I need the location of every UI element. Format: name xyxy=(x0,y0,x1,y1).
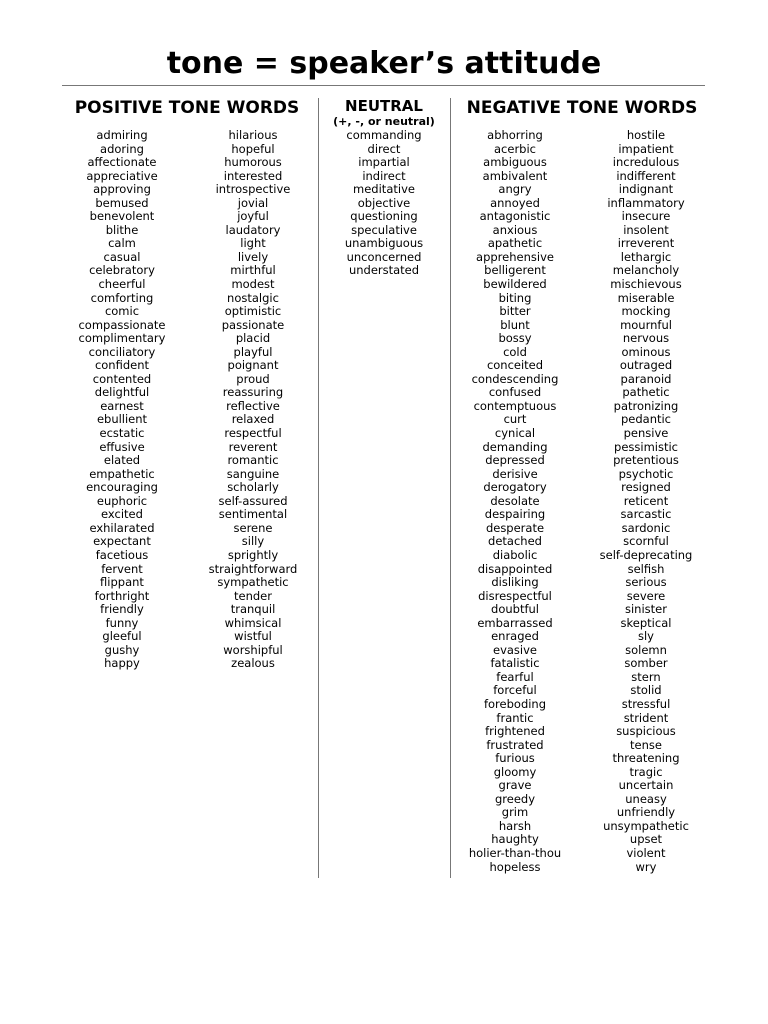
tone-word: unambiguous xyxy=(344,236,424,251)
tone-word: haughty xyxy=(491,832,539,847)
tone-word: optimistic xyxy=(224,304,282,319)
tone-word: indirect xyxy=(362,168,406,183)
negative-heading: NEGATIVE TONE WORDS xyxy=(466,98,698,118)
tone-word: reverent xyxy=(228,439,278,454)
tone-word: resigned xyxy=(621,480,671,495)
tone-word: reassuring xyxy=(222,385,284,400)
tone-word: self-deprecating xyxy=(599,547,693,562)
tone-word: facetious xyxy=(95,547,149,562)
tone-word: abhorring xyxy=(487,128,543,142)
tone-word: fervent xyxy=(101,561,143,576)
tone-word: contemptuous xyxy=(473,398,557,413)
tone-word: placid xyxy=(235,331,271,346)
tone-word: introspective xyxy=(215,182,291,197)
tone-word: understated xyxy=(348,263,420,278)
tone-word: antagonistic xyxy=(479,209,551,224)
column-divider-right xyxy=(450,98,451,878)
tone-word: pessimistic xyxy=(614,439,678,454)
tone-word: ebullient xyxy=(96,412,148,427)
tone-word: ominous xyxy=(621,344,671,359)
tone-word: reticent xyxy=(623,493,669,508)
tone-word: tense xyxy=(630,737,662,752)
tone-word: tender xyxy=(234,588,272,603)
tone-word: blithe xyxy=(105,222,139,237)
tone-word: joyful xyxy=(237,209,269,224)
tone-word: excited xyxy=(101,507,143,522)
tone-word: romantic xyxy=(227,453,279,468)
tone-word: disliking xyxy=(491,575,539,590)
tone-word: severe xyxy=(626,588,666,603)
tone-word: patronizing xyxy=(613,398,679,413)
tone-word: pedantic xyxy=(620,412,672,427)
tone-word: modest xyxy=(231,277,275,292)
tone-word: insecure xyxy=(621,209,671,224)
tone-word: serious xyxy=(625,575,667,590)
tone-word: miserable xyxy=(617,290,675,305)
tone-word: stern xyxy=(631,669,661,684)
neutral-words-column xyxy=(320,129,448,278)
tone-word: appreciative xyxy=(86,168,158,183)
tone-word: enraged xyxy=(491,629,539,644)
tone-word: forceful xyxy=(493,683,537,698)
tone-word: sentimental xyxy=(218,507,288,522)
negative-words-column-1 xyxy=(452,129,578,874)
tone-word: speculative xyxy=(351,222,417,237)
neutral-heading: NEUTRAL xyxy=(345,97,423,115)
tone-word: evasive xyxy=(493,642,537,657)
tone-word: impartial xyxy=(358,155,410,170)
tone-word: belligerent xyxy=(484,263,546,278)
tone-word: holier-than-thou xyxy=(468,845,562,860)
tone-word: casual xyxy=(103,249,141,264)
tone-word: conceited xyxy=(486,358,544,373)
tone-word: confused xyxy=(488,385,542,400)
tone-word: confident xyxy=(94,358,150,373)
tone-word: unsympathetic xyxy=(603,818,689,833)
column-divider-left xyxy=(318,98,319,878)
tone-word: stolid xyxy=(630,683,662,698)
tone-word: nostalgic xyxy=(227,290,279,305)
tone-word: respectful xyxy=(224,426,282,441)
tone-word: playful xyxy=(233,344,273,359)
tone-word: derisive xyxy=(492,466,538,481)
tone-word: encouraging xyxy=(86,480,158,495)
tone-word: ecstatic xyxy=(99,426,145,441)
tone-word: fatalistic xyxy=(490,656,540,671)
tone-word: mirthful xyxy=(230,263,276,278)
tone-word: curt xyxy=(503,412,527,427)
tone-word: objective xyxy=(357,195,411,210)
tone-word: empathetic xyxy=(89,466,155,481)
tone-word: gleeful xyxy=(102,629,142,644)
tone-word: straightforward xyxy=(208,561,298,576)
tone-word: outraged xyxy=(619,358,673,373)
tone-word: ambiguous xyxy=(483,155,547,170)
tone-word: foreboding xyxy=(483,696,547,711)
tone-word: affectionate xyxy=(87,155,157,170)
tone-word: laudatory xyxy=(225,222,281,237)
tone-word: selfish xyxy=(627,561,665,576)
tone-word: comforting xyxy=(90,290,154,305)
tone-word: biting xyxy=(498,290,532,305)
tone-word: relaxed xyxy=(231,412,275,427)
tone-word: sarcastic xyxy=(620,507,672,522)
tone-word: jovial xyxy=(237,195,269,210)
tone-word: silly xyxy=(241,534,265,549)
tone-word: flippant xyxy=(100,575,144,590)
neutral-subheading: (+, -, or neutral) xyxy=(333,115,435,128)
tone-word: annoyed xyxy=(490,195,540,210)
tone-word: sanguine xyxy=(226,466,280,481)
tone-word: psychotic xyxy=(618,466,674,481)
tone-word: desperate xyxy=(485,520,545,535)
tone-word: paranoid xyxy=(620,371,672,386)
tone-word: insolent xyxy=(623,222,669,237)
tone-word: conciliatory xyxy=(88,344,156,359)
tone-word: acerbic xyxy=(494,141,536,156)
tone-word: interested xyxy=(223,168,283,183)
tone-word: bossy xyxy=(498,331,532,346)
positive-words-column-1 xyxy=(60,129,184,671)
tone-word: embarrassed xyxy=(477,615,553,630)
tone-word: poignant xyxy=(227,358,279,373)
tone-word: hopeless xyxy=(489,859,541,874)
tone-word: comic xyxy=(104,304,140,319)
tone-word: proud xyxy=(236,371,270,386)
tone-word: self-assured xyxy=(218,493,288,508)
tone-word: skeptical xyxy=(620,615,672,630)
tone-word: reflective xyxy=(226,398,280,413)
tone-word: cheerful xyxy=(98,277,146,292)
positive-heading: POSITIVE TONE WORDS xyxy=(74,98,300,118)
tone-word: disappointed xyxy=(477,561,553,576)
tone-word: earnest xyxy=(100,398,144,413)
tone-word: irreverent xyxy=(617,236,675,251)
tone-word: suspicious xyxy=(616,724,676,739)
tone-word: bemused xyxy=(95,195,149,210)
tone-word: whimsical xyxy=(224,615,282,630)
tone-word: hostile xyxy=(626,128,666,142)
tone-word: forthright xyxy=(94,588,150,603)
tone-word: hilarious xyxy=(228,128,278,142)
tone-word: grim xyxy=(501,805,529,820)
tone-word: uneasy xyxy=(625,791,667,806)
tone-word: cynical xyxy=(494,426,536,441)
tone-word: meditative xyxy=(353,182,415,197)
tone-word: impatient xyxy=(618,141,674,156)
tone-word: solemn xyxy=(625,642,667,657)
tone-word: derogatory xyxy=(483,480,547,495)
tone-word: cold xyxy=(503,344,527,359)
tone-word: mournful xyxy=(620,317,672,332)
tone-word: indifferent xyxy=(616,168,676,183)
tone-word: violent xyxy=(626,845,666,860)
tone-word: gloomy xyxy=(493,764,537,779)
tone-word: frustrated xyxy=(486,737,544,752)
tone-word: doubtful xyxy=(491,602,539,617)
tone-word: melancholy xyxy=(612,263,680,278)
tone-word: admiring xyxy=(96,128,148,142)
tone-word: sinister xyxy=(625,602,667,617)
tone-word: euphoric xyxy=(96,493,148,508)
tone-word: tragic xyxy=(629,764,663,779)
tone-word: elated xyxy=(103,453,141,468)
tone-word: expectant xyxy=(93,534,151,549)
tone-word: scholarly xyxy=(227,480,279,495)
tone-word: scornful xyxy=(623,534,669,549)
tone-word: pensive xyxy=(623,426,669,441)
tone-word: ambivalent xyxy=(482,168,548,183)
tone-word: complimentary xyxy=(78,331,166,346)
tone-word: somber xyxy=(624,656,668,671)
tone-word: wistful xyxy=(234,629,272,644)
tone-word: questioning xyxy=(350,209,418,224)
tone-word: sardonic xyxy=(621,520,671,535)
tone-word: contented xyxy=(92,371,152,386)
tone-word: serene xyxy=(233,520,273,535)
tone-word: light xyxy=(240,236,266,251)
tone-word: sprightly xyxy=(227,547,279,562)
tone-word: apathetic xyxy=(487,236,543,251)
tone-word: celebratory xyxy=(89,263,155,278)
tone-word: anxious xyxy=(492,222,538,237)
tone-word: diabolic xyxy=(492,547,538,562)
tone-word: happy xyxy=(104,656,140,671)
tone-word: bitter xyxy=(499,304,531,319)
tone-word: gushy xyxy=(104,642,140,657)
tone-word: nervous xyxy=(622,331,670,346)
tone-word: unconcerned xyxy=(346,249,422,264)
tone-word: uncertain xyxy=(618,778,674,793)
tone-word: lethargic xyxy=(620,249,672,264)
negative-words-column-2 xyxy=(584,129,708,874)
tone-word: demanding xyxy=(482,439,548,454)
title-divider xyxy=(62,85,705,86)
tone-word: humorous xyxy=(224,155,282,170)
tone-word: wry xyxy=(635,859,657,874)
tone-word: pathetic xyxy=(622,385,670,400)
tone-word: worshipful xyxy=(223,642,283,657)
tone-word: mischievous xyxy=(610,277,682,292)
tone-word: furious xyxy=(495,751,535,766)
tone-word: desolate xyxy=(490,493,540,508)
tone-word: depressed xyxy=(485,453,545,468)
tone-word: delightful xyxy=(94,385,150,400)
tone-word: mocking xyxy=(621,304,671,319)
tone-word: funny xyxy=(105,615,139,630)
tone-word: sly xyxy=(638,629,654,644)
tone-word: threatening xyxy=(612,751,680,766)
tone-word: commanding xyxy=(346,128,422,142)
tone-word: stressful xyxy=(621,696,671,711)
tone-word: calm xyxy=(108,236,136,251)
tone-word: frantic xyxy=(496,710,534,725)
tone-word: inflammatory xyxy=(607,195,685,210)
tone-word: approving xyxy=(93,182,151,197)
tone-word: lively xyxy=(237,249,269,264)
tone-word: disrespectful xyxy=(478,588,552,603)
tone-word: effusive xyxy=(99,439,145,454)
positive-words-column-2 xyxy=(191,129,315,671)
tone-word: harsh xyxy=(498,818,532,833)
tone-word: unfriendly xyxy=(616,805,676,820)
tone-word: direct xyxy=(367,141,401,156)
tone-word: compassionate xyxy=(78,317,166,332)
tone-word: angry xyxy=(498,182,532,197)
tone-word: passionate xyxy=(221,317,285,332)
tone-word: despairing xyxy=(484,507,546,522)
tone-word: condescending xyxy=(471,371,559,386)
tone-word: indignant xyxy=(618,182,674,197)
tone-word: apprehensive xyxy=(476,249,554,264)
tone-word: bewildered xyxy=(483,277,547,292)
tone-word: pretentious xyxy=(613,453,679,468)
tone-word: grave xyxy=(498,778,532,793)
tone-word: adoring xyxy=(100,141,144,156)
tone-word: benevolent xyxy=(89,209,155,224)
page-title: tone = speaker’s attitude xyxy=(166,46,602,81)
tone-word: upset xyxy=(629,832,663,847)
tone-word: detached xyxy=(488,534,542,549)
tone-word: fearful xyxy=(496,669,534,684)
tone-word: hopeful xyxy=(231,141,275,156)
tone-word: blunt xyxy=(500,317,530,332)
tone-word: incredulous xyxy=(612,155,680,170)
tone-word: exhilarated xyxy=(89,520,155,535)
tone-word: friendly xyxy=(100,602,144,617)
tone-word: tranquil xyxy=(230,602,276,617)
tone-word: greedy xyxy=(494,791,536,806)
tone-word: frightened xyxy=(485,724,545,739)
tone-word: zealous xyxy=(231,656,275,671)
tone-word: sympathetic xyxy=(217,575,289,590)
tone-word: strident xyxy=(623,710,669,725)
